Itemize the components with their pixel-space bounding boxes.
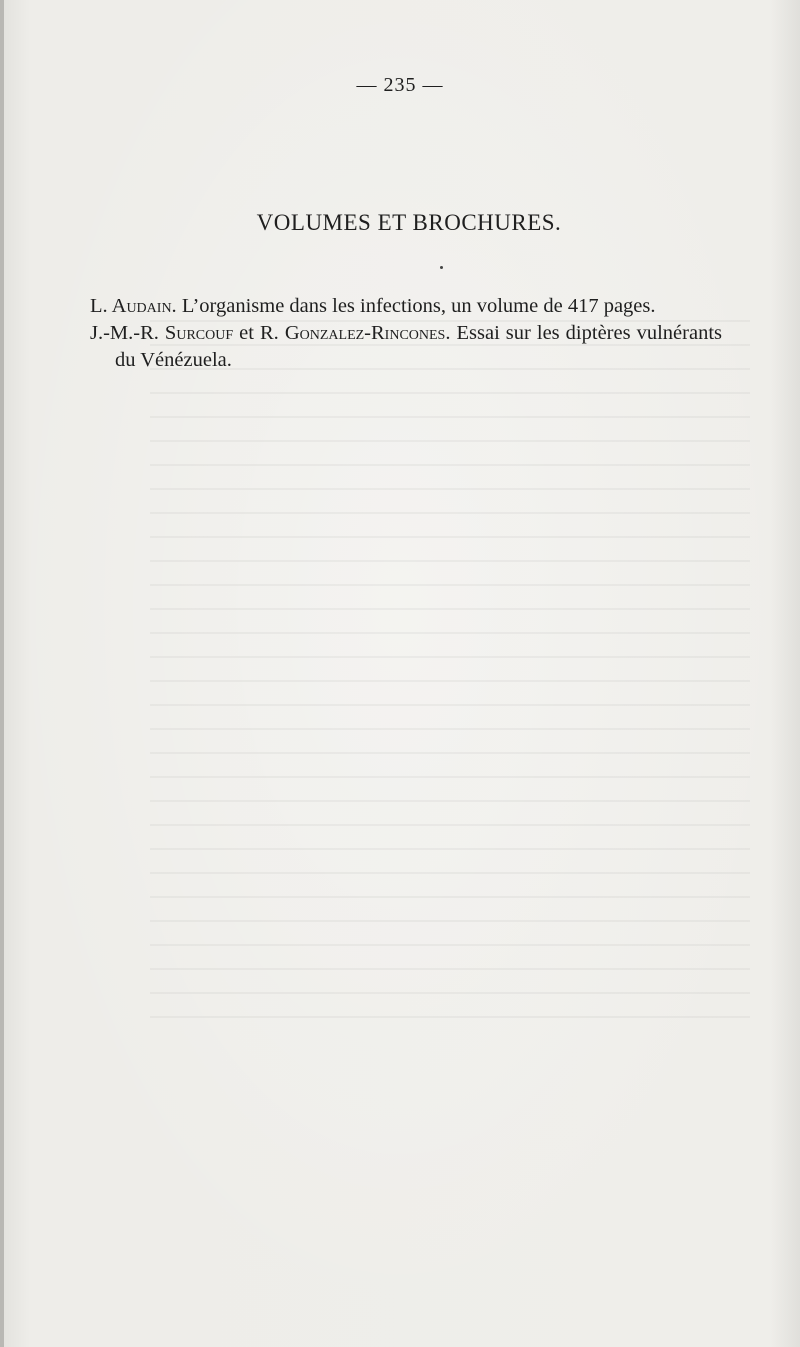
page-number: — 235 — [356,74,444,96]
entry-title: L’organisme dans les infections, un volume de 417 pages. [176,295,656,317]
bibliography-entry [90,320,722,374]
entry-author: R. Gonzalez-Rincones. [260,322,451,344]
bibliography-list [90,293,722,374]
ornament-dot [440,266,443,269]
show-through-text [150,300,750,1040]
page-edge [0,0,4,1347]
section-title: VOLUMES ET BROCHURES. [256,210,562,235]
entry-title: Essai sur les diptères vulnérants du Vénézuela. [115,322,723,371]
entry-connector: et [233,322,260,344]
bibliography-entry [90,293,722,320]
entry-author: L. Audain. [90,295,177,317]
entry-author: J.-M.-R. Surcouf [90,322,234,344]
